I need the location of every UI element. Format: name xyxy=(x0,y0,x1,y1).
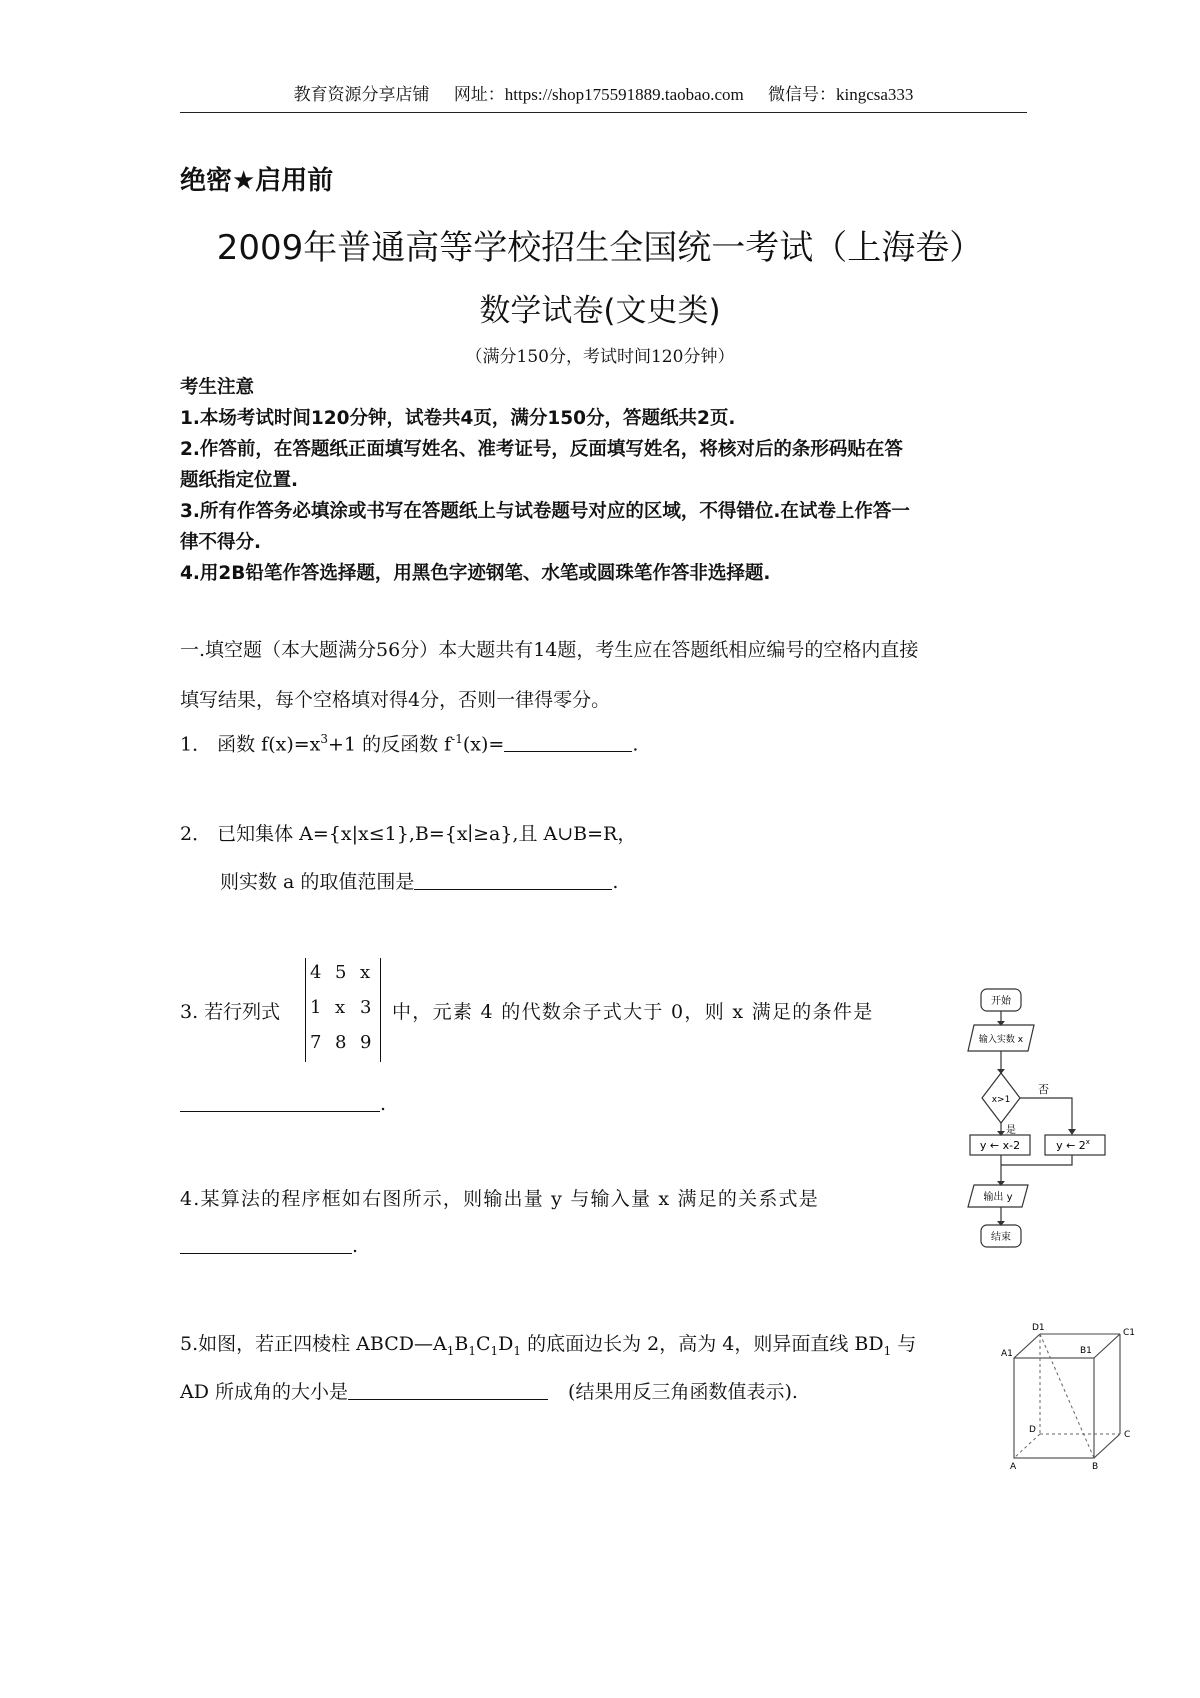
exam-subtitle: 数学试卷(文史类) xyxy=(479,293,721,329)
flow-input-text: 输入实数 x xyxy=(978,1035,1024,1045)
question-3-line2 xyxy=(180,1090,386,1118)
label-b: B xyxy=(1092,1462,1099,1470)
question-4 xyxy=(180,1185,819,1213)
note-line: 3.所有作答务必填涂或书写在答题纸上与试卷题号对应的区域，不得错位.在试卷上作答一 xyxy=(180,501,910,522)
q1-text: . xyxy=(632,733,639,756)
q3-text: . xyxy=(380,1093,387,1115)
flow-right-text xyxy=(1056,1138,1090,1152)
matrix-cell: 5 xyxy=(335,962,347,983)
matrix-cell: 8 xyxy=(335,1032,347,1053)
q1-text: 1． 函数 f(x)=x xyxy=(180,733,321,756)
header-wechat: 微信号：kingcsa333 xyxy=(768,85,914,104)
answer-blank[interactable] xyxy=(504,731,632,752)
flow-left-text: y ← x-2 xyxy=(979,1139,1021,1152)
q1-text: +1 的反函数 f xyxy=(328,733,452,756)
question-4-line2 xyxy=(180,1232,358,1260)
q5-text: 5.如图，若正四棱柱 ABCD—A xyxy=(180,1333,447,1355)
q1-text: (x)= xyxy=(462,733,505,756)
q1-sup: -1 xyxy=(451,732,463,746)
header-shop: 教育资源分享店铺 xyxy=(293,85,430,104)
flow-output-text: 输出 y xyxy=(983,1192,1013,1203)
answer-blank[interactable] xyxy=(180,1233,352,1254)
matrix-cell: x xyxy=(360,962,371,983)
question-1 xyxy=(180,725,638,758)
q2-text: 2． 已知集体 A={x|x≤1},B={x∣≥a},且 A∪B=R， xyxy=(180,823,637,845)
flow-no-label: 否 xyxy=(1038,1083,1049,1096)
notes-heading: 考生注意 xyxy=(180,377,255,398)
question-3 xyxy=(180,998,280,1026)
q2-text: 则实数 a 的取值范围是 xyxy=(220,871,415,893)
q4-text: 4.某算法的程序框如右图所示，则输出量 y 与输入量 x 满足的关系式是 xyxy=(180,1188,819,1210)
q4-text: . xyxy=(352,1235,359,1257)
label-c1: C1 xyxy=(1123,1328,1136,1338)
question-3-cont xyxy=(392,998,874,1026)
header-site: 网址：https://shop175591889.taobao.com xyxy=(453,85,744,104)
matrix-cell: x xyxy=(335,997,346,1018)
note-line: 2.作答前，在答题纸正面填写姓名、准考证号，反面填写姓名，将核对后的条形码贴在答 xyxy=(180,439,903,460)
flow-yes-label: 是 xyxy=(1006,1125,1016,1136)
score-note: （满分150分，考试时间120分钟） xyxy=(465,347,735,367)
section-line: 填写结果，每个空格填对得4分，否则一律得零分。 xyxy=(180,689,611,711)
q2-text: . xyxy=(612,871,619,893)
page-header xyxy=(180,82,1027,113)
prism-figure xyxy=(1000,1320,1140,1470)
q5-text: (结果用反三角函数值表示). xyxy=(568,1381,798,1403)
label-d1: D1 xyxy=(1032,1323,1045,1333)
notes-block xyxy=(180,372,1030,589)
answer-blank[interactable] xyxy=(348,1379,548,1400)
label-a: A xyxy=(1010,1462,1017,1470)
matrix-cell: 3 xyxy=(360,997,372,1018)
label-c: C xyxy=(1124,1430,1131,1440)
prism-front-face xyxy=(1014,1358,1094,1458)
secret-label: 绝密★启用前 xyxy=(180,166,334,196)
note-line: 律不得分. xyxy=(180,532,262,553)
q3-text: 中，元素 4 的代数余子式大于 0，则 x 满足的条件是 xyxy=(392,1001,874,1023)
question-5: 5.如图，若正四棱柱 $ABCD—A_1B_1C_1D_1$ 的底面边长为 2，高为 4，则异面直线 $BD_1$ 与 xyxy=(180,1333,917,1358)
label-d: D xyxy=(1029,1425,1036,1435)
flow-right-sup: x xyxy=(1085,1138,1090,1146)
determinant xyxy=(305,958,381,1062)
q5-text: 与 xyxy=(891,1333,917,1355)
matrix-cell: 7 xyxy=(310,1032,322,1053)
question-5-line2 xyxy=(180,1378,798,1406)
q3-text: 3. 若行列式 xyxy=(180,1001,281,1023)
note-line: 题纸指定位置. xyxy=(180,470,299,491)
flow-cond-text: x>1 xyxy=(991,1095,1011,1105)
section-line: 一.填空题（本大题满分56分）本大题共有14题，考生应在答题纸相应编号的空格内直接 xyxy=(180,639,919,661)
q5-text: AD 所成角的大小是 xyxy=(180,1381,348,1403)
section-one-intro xyxy=(180,625,1030,725)
question-2 xyxy=(180,820,636,848)
q5-text: 的底面边长为 2，高为 4，则异面直线 BD xyxy=(527,1333,884,1355)
label-a1: A1 xyxy=(1001,1349,1013,1359)
matrix-cell: 4 xyxy=(310,962,322,983)
exam-title: 2009年普通高等学校招生全国统一考试（上海卷） xyxy=(216,228,984,268)
flow-right-main: y ← 2 xyxy=(1056,1139,1086,1152)
matrix-cell: 9 xyxy=(360,1032,372,1053)
answer-blank[interactable] xyxy=(414,869,612,890)
note-line: 4.用2B铅笔作答选择题，用黑色字迹钢笔、水笔或圆珠笔作答非选择题. xyxy=(180,563,771,584)
note-line: 1.本场考试时间120分钟，试卷共4页，满分150分，答题纸共2页. xyxy=(180,408,736,429)
q1-sup: 3 xyxy=(320,732,329,746)
question-2-line2 xyxy=(220,868,618,896)
flowchart-figure xyxy=(960,985,1120,1265)
answer-blank[interactable] xyxy=(180,1091,380,1112)
label-b1: B1 xyxy=(1080,1346,1092,1356)
flow-end-text: 结束 xyxy=(991,1232,1011,1243)
flow-start-text: 开始 xyxy=(991,996,1011,1007)
matrix-cell: 1 xyxy=(310,997,322,1018)
